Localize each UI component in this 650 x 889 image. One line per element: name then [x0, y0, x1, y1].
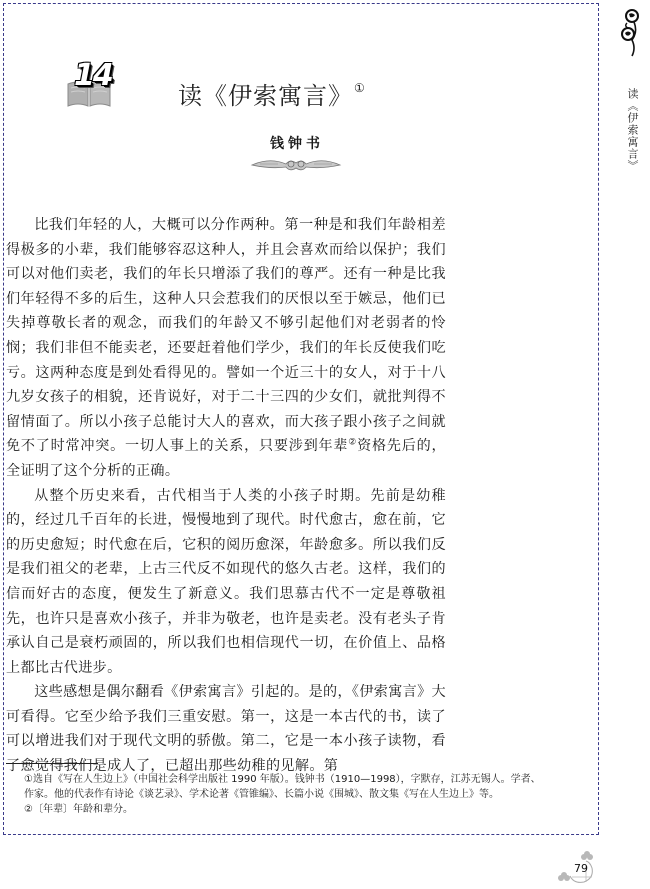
article-body	[6, 213, 446, 779]
footnote-divider	[6, 763, 98, 764]
running-title-vertical: 读《伊索寓言》	[626, 88, 639, 172]
author-name: 钱钟书	[270, 136, 324, 152]
footnote-1-line-1: ①选自《写在人生边上》（中国社会科学出版社 1990 年版）。钱钟书（1910—1998），字默存，江苏无锡人。学者、	[24, 774, 541, 785]
page-title	[178, 76, 366, 111]
paragraph-1-text: 比我们年轻的人，大概可以分作两种。第一种是和我们年龄相差得极多的小辈，我们能够容忍这种人，并且会喜欢而给以保护；我们可以对他们卖老，我们的年长只增添了我们的尊严。还有一种是比我们年轻得不多的后生，这种人只会惹我们的厌恨以至于嫉忌，他们已失掉尊敬长者的观念，而我们的年龄又不够引起他们对老弱者的怜悯；我们非但不能卖老，还要赶着他们学少，我们的年长反使我们吃亏。这两种态度是到处看得见的。譬如一个近三十的女人，对于十八九岁女孩子的相貌，还肯说好，对于二十三四的少女们，就批判得不留情面了。所以小孩子总能讨大人的喜欢，而大孩子跟小孩子之间就免不了时常冲突。一切人事上的关系，只要涉到年辈	[6, 217, 446, 455]
page-number-badge	[558, 848, 602, 884]
title-footnote-mark[interactable]: ①	[354, 81, 366, 95]
footnote-1-line-2: 作家。他的代表作有诗论《谈艺录》、学术论著《管锥编》、长篇小说《围城》、散文集《写在人生边上》等。	[24, 789, 499, 800]
footnote-mark-2[interactable]: ②	[348, 437, 358, 448]
paragraph-1	[6, 213, 446, 484]
page-number: 79	[574, 862, 588, 875]
chapter-number: 14	[74, 58, 112, 93]
chapter-badge	[66, 58, 114, 110]
footnotes	[24, 772, 596, 817]
floral-ornament-icon	[250, 155, 342, 173]
title-text: 读《伊索寓言》	[178, 82, 353, 110]
scroll-ornament-icon	[618, 6, 644, 58]
footnote-2: ②〔年辈〕年龄和辈分。	[24, 804, 133, 815]
paragraph-3: 这些感想是偶尔翻看《伊索寓言》引起的。是的，《伊索寓言》大可看得。它至少给予我们三重安慰。第一，这是一本古代的书，读了可以增进我们对于现代文明的骄傲。第二，它是一本小孩子读物，看了愈觉得我们是成人了，已超出那些幼稚的见解。第	[6, 684, 447, 775]
paragraph-2: 从整个历史来看，古代相当于人类的小孩子时期。先前是幼稚的，经过几千百年的长进，慢慢地到了现代。时代愈古，愈在前，它的历史愈短；时代愈在后，它积的阅历愈深，年龄愈多。所以我们反是我们祖父的老辈，上古三代反不如现代的悠久古老。这样，我们的信而好古的态度，便发生了新意义。我们思慕古代不一定是尊敬祖先，也许只是喜欢小孩子，并非为敬老，也许是卖老。没有老头子肯承认自己是衰朽顽固的，所以我们也相信现代一切，在价值上、品格上都比古代进步。	[6, 487, 446, 676]
paragraph-1-text-end: 资格先后的，全证明了这个分析的正确。	[6, 438, 446, 479]
